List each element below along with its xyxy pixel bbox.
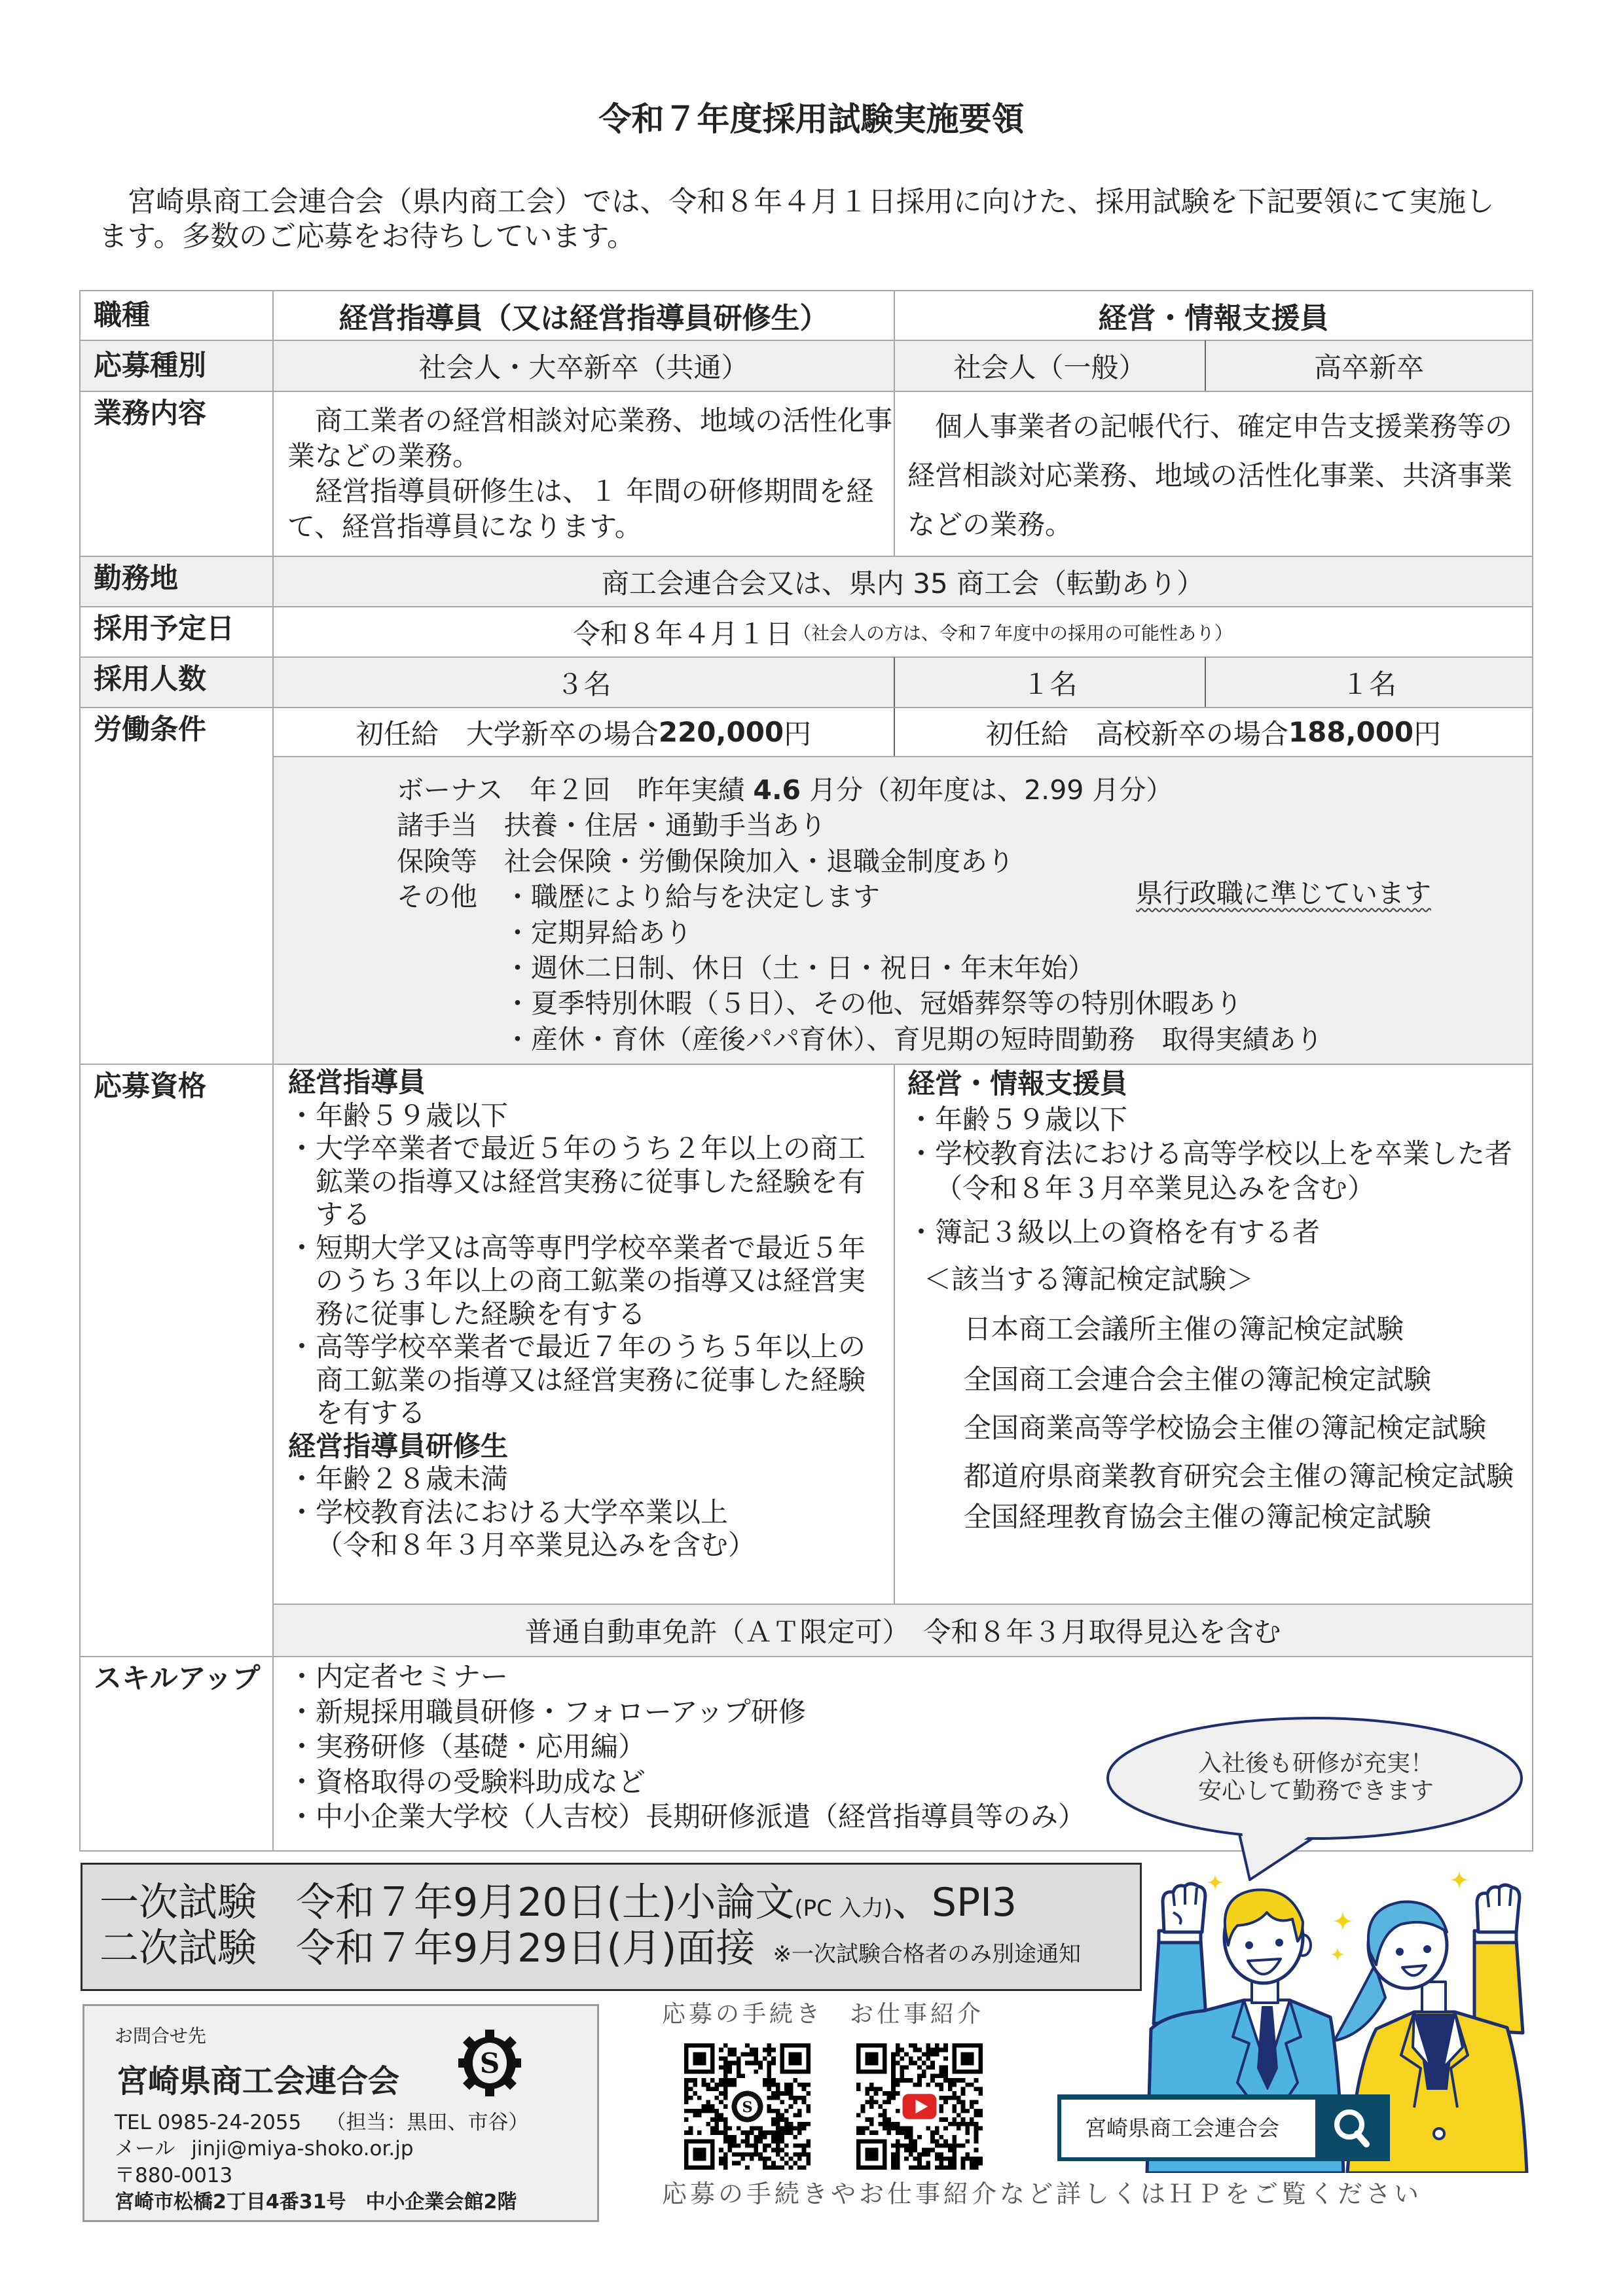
first-exam-label: 一次試験 [100, 1880, 257, 1926]
duties-line: 経営相談対応業務、地域の活性化事業、共済事業 [907, 459, 1513, 492]
label-skillup: スキルアップ [79, 1656, 274, 1852]
label-application-type: 応募種別 [79, 340, 274, 392]
bonus-months: 4.6 [753, 774, 801, 806]
contact-tel: TEL 0985-24-2055 [115, 2111, 302, 2134]
qr-code-job-intro [856, 2043, 983, 2170]
bonus-text: 年２回 昨年実績 [530, 774, 754, 806]
duties-support [894, 391, 1533, 557]
duties-line: 経営指導員研修生は、１ 年間の研修期間を経 [315, 475, 874, 507]
salary-text: 初任給 高校新卒の場合 [985, 717, 1288, 750]
label-conditions: 労働条件 [79, 707, 274, 1065]
label-job-type: 職種 [79, 290, 274, 341]
skillup-item: ・実務研修（基礎・応用編） [288, 1731, 646, 1763]
bonus-text: 月分（初年度は、2.99 月分） [801, 774, 1173, 806]
other-label: その他 [397, 881, 477, 913]
start-date-value: 令和８年４月１日 [572, 617, 793, 650]
intro-line: ます。多数のご応募をお待ちしています。 [99, 221, 636, 253]
salary-unit: 円 [1413, 717, 1442, 750]
allowance-label: 諸手当 [397, 810, 477, 842]
contact-person: （担当：黒田、市谷） [325, 2111, 529, 2134]
other-item: ・定期昇給あり [504, 916, 692, 948]
duties-line: 商工業者の経営相談対応業務、地域の活性化事 [315, 404, 893, 437]
contact-box [82, 2004, 599, 2222]
contact-email: jinji@miya-shoko.or.jp [191, 2137, 414, 2161]
exam-schedule-box [81, 1863, 1142, 1991]
job-type-advisor: 経営指導員（又は経営指導員研修生） [272, 290, 895, 341]
bookkeeping-exam: 全国経理教育協会主催の簿記検定試験 [964, 1501, 1432, 1533]
qualification-line: （令和８年３月卒業見込みを含む） [935, 1172, 1376, 1204]
duties-advisor [272, 391, 895, 557]
qualification-line: ・高等学校卒業者で最近７年のうち５年以上の [288, 1331, 866, 1363]
second-exam-date: 令和７年9月29日(月) [296, 1926, 677, 1971]
qualification-heading: 経営・情報支援員 [907, 1067, 1128, 1100]
qualification-line: ・年齢５９歳以下 [907, 1103, 1128, 1136]
duties-line: て、経営指導員になります。 [287, 511, 642, 543]
qualifications-support [894, 1064, 1533, 1605]
skillup-item: ・中小企業大学校（人吉校）長期研修派遣（経営指導員等のみ） [288, 1801, 1086, 1833]
contact-org-name: 宮崎県商工会連合会 [117, 2063, 400, 2100]
label-start-date: 採用予定日 [79, 606, 274, 658]
contact-email-line [115, 2136, 414, 2161]
qualification-heading: 経営指導員 [288, 1066, 426, 1098]
other-item: ・産休・育休（産後パパ育休）、育児期の短時間勤務 取得実績あり [504, 1023, 1323, 1055]
qualification-line: ・短期大学又は高等専門学校卒業者で最近５年 [288, 1231, 866, 1264]
first-exam-date: 令和７年9月20日(土) [296, 1880, 677, 1926]
label-qualifications: 応募資格 [79, 1064, 274, 1657]
second-exam-note: ※一次試験合格者のみ別途通知 [773, 1941, 1082, 1967]
application-type-highschool: 高卒新卒 [1205, 340, 1533, 392]
qr-code-application [684, 2043, 811, 2170]
other-item: ・職歴により給与を決定します [504, 881, 880, 913]
application-type-advisor: 社会人・大卒新卒（共通） [272, 340, 895, 392]
label-duties: 業務内容 [79, 391, 274, 557]
search-input[interactable]: 宮崎県商工会連合会 [1061, 2100, 1315, 2157]
search-icon [1315, 2094, 1390, 2161]
contact-email-label: メール [115, 2137, 175, 2161]
qr-section-label: 応募の手続き お仕事紹介 [662, 2001, 985, 2028]
first-exam-extra: 、SPI3 [892, 1880, 1017, 1926]
allowance-text: 扶養・住居・通勤手当あり [504, 810, 826, 842]
search-button[interactable] [1315, 2094, 1390, 2161]
second-exam-label: 二次試験 [100, 1926, 257, 1971]
website-guidance-text: 応募の手続きやお仕事紹介など詳しくはＨＰをご覧ください [662, 2179, 1423, 2208]
skillup-item: ・新規採用職員研修・フォローアップ研修 [288, 1695, 806, 1728]
qualification-line: する [316, 1198, 371, 1230]
bonus-label: ボーナス [397, 774, 503, 806]
qualification-heading: 経営指導員研修生 [288, 1429, 509, 1462]
qualifications-advisor [272, 1064, 895, 1605]
bookkeeping-exam: 全国商業高等学校協会主催の簿記検定試験 [964, 1412, 1487, 1444]
qualification-line: ・年齢２８歳未満 [288, 1463, 509, 1495]
sparkle-icon [1332, 1910, 1354, 1932]
intro-paragraph [99, 185, 1552, 255]
skillup-item: ・資格取得の受験料助成など [288, 1765, 646, 1798]
salary-amount: 220,000 [658, 716, 784, 748]
speech-bubble-line: 安心して勤務できます [1197, 1778, 1434, 1804]
qualification-line: 商工鉱業の指導又は経営実務に従事した経験 [316, 1363, 866, 1396]
speech-bubble-joint [1241, 1829, 1316, 1874]
start-date-cell [272, 606, 1533, 658]
first-exam-content-note: (PC 入力) [794, 1895, 892, 1922]
label-workplace: 勤務地 [79, 556, 274, 607]
qualification-line: 務に従事した経験を有する [316, 1297, 646, 1330]
workplace-value: 商工会連合会又は、県内 35 商工会（転勤あり） [272, 556, 1533, 607]
qualification-line: ・大学卒業者で最近５年のうち２年以上の商工 [288, 1132, 866, 1164]
headcount-advisor: ３名 [272, 656, 895, 708]
qualification-line: （令和８年３月卒業見込みを含む） [316, 1529, 756, 1561]
qr-center-gear-logo [732, 2091, 763, 2123]
duties-line: 個人事業者の記帳代行、確定申告支援業務等の [935, 410, 1513, 442]
qualification-line: 鉱業の指導又は経営実務に従事した経験を有 [316, 1165, 866, 1198]
salary-unit: 円 [784, 717, 812, 750]
page-title: 令和７年度採用試験実施要領 [598, 100, 1025, 138]
bookkeeping-exam: 日本商工会議所主催の簿記検定試験 [964, 1313, 1404, 1345]
job-type-support: 経営・情報支援員 [894, 290, 1533, 341]
search-box [1057, 2094, 1390, 2161]
first-exam-content: 小論文 [676, 1880, 795, 1926]
other-item: ・週休二日制、休日（土・日・祝日・年末年始） [504, 952, 1095, 984]
video-play-icon [903, 2094, 937, 2119]
salary-note: 県行政職に準じています [1136, 878, 1431, 909]
bookkeeping-exam: 全国商工会連合会主催の簿記検定試験 [964, 1363, 1432, 1395]
speech-bubble-line: 入社後も研修が充実！ [1197, 1750, 1434, 1777]
label-headcount: 採用人数 [79, 656, 274, 708]
headcount-highschool: １名 [1205, 656, 1533, 708]
salary-advisor [272, 707, 895, 757]
qualification-line: ・簿記３級以上の資格を有する者 [907, 1216, 1321, 1248]
qualification-line: ・年齢５９歳以下 [288, 1099, 509, 1132]
qualification-line: のうち３年以上の商工鉱業の指導又は経営実 [316, 1265, 866, 1297]
contact-postal: 〒880-0013 [115, 2164, 233, 2187]
logo-letter: S [479, 2047, 500, 2079]
qr-logo-letter: S [742, 2099, 753, 2117]
contact-address: 宮崎市松橋2丁目4番31号 中小企業会館2階 [115, 2191, 517, 2214]
headcount-general: １名 [894, 656, 1206, 708]
qualification-line: ・学校教育法における大学卒業以上 [288, 1496, 729, 1528]
qualification-line: を有する [316, 1397, 426, 1429]
salary-text: 初任給 大学新卒の場合 [356, 717, 659, 750]
first-exam-line [100, 1882, 1017, 1929]
sparkle-icon [1330, 1946, 1345, 1962]
allowance-line [397, 808, 1532, 843]
conditions-details [272, 756, 1533, 1065]
bonus-line [397, 772, 1532, 808]
intro-line: 宮崎県商工会連合会（県内商工会）では、令和８年４月１日採用に向けた、採用試験を下記要領にて実施し [127, 186, 1495, 219]
salary-support [894, 707, 1533, 757]
start-date-note: （社会人の方は、令和７年度中の採用の可能性あり） [793, 622, 1233, 644]
insurance-label: 保険等 [397, 845, 477, 877]
second-exam-content: 面接 [676, 1926, 756, 1971]
salary-amount: 188,000 [1288, 716, 1414, 748]
bookkeeping-exam-heading: ＜該当する簿記検定試験＞ [924, 1263, 1254, 1295]
insurance-line [397, 844, 1532, 879]
contact-tel-line [115, 2110, 528, 2135]
duties-line: 業などの業務。 [287, 440, 481, 472]
contact-heading: お問合せ先 [115, 2025, 207, 2047]
second-exam-line [100, 1928, 1081, 1975]
insurance-text: 社会保険・労働保険加入・退職金制度あり [504, 845, 1014, 877]
skillup-item: ・内定者セミナー [288, 1660, 509, 1693]
qualification-line: ・学校教育法における高等学校以上を卒業した者 [907, 1138, 1513, 1170]
bookkeeping-exam: 都道府県商業教育研究会主催の簿記検定試験 [964, 1460, 1514, 1492]
duties-line: などの業務。 [907, 509, 1073, 541]
application-type-general: 社会人（一般） [894, 340, 1206, 392]
org-gear-logo [456, 2027, 524, 2099]
license-requirement: 普通自動車免許（ＡＴ限定可） 令和８年３月取得見込を含む [272, 1604, 1533, 1657]
other-item: ・夏季特別休暇（５日）、その他、冠婚葬祭等の特別休暇あり [504, 988, 1243, 1020]
